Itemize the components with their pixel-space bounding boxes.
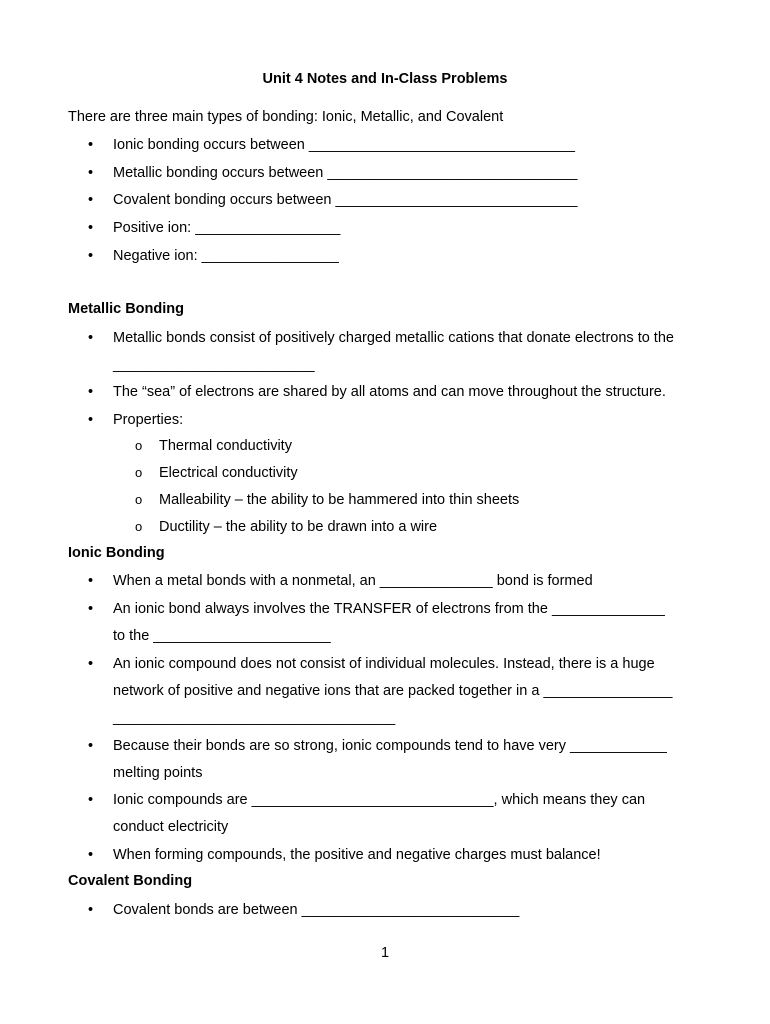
- list-item-text: Properties:: [113, 412, 184, 428]
- bullet-icon: •: [88, 137, 94, 153]
- list-item-text: The “sea” of electrons are shared by all atoms and can move throughout the structure.: [113, 384, 666, 400]
- list-item-text: Metallic bonding occurs between _______________________________: [113, 165, 578, 181]
- list-item-text: Negative ion: _________________: [113, 248, 339, 264]
- section-heading-ionic: Ionic Bonding: [68, 545, 165, 561]
- sub-bullet-icon: o: [135, 519, 143, 534]
- list-item-text: Because their bonds are so strong, ionic compounds tend to have very ____________: [113, 738, 667, 754]
- bullet-icon: •: [88, 792, 94, 808]
- sub-list-item-text: Electrical conductivity: [159, 465, 298, 481]
- list-item-text: Ionic bonding occurs between _________________________________: [113, 137, 575, 153]
- section-heading-metallic: Metallic Bonding: [68, 301, 184, 317]
- list-item-text: When a metal bonds with a nonmetal, an ______________ bond is formed: [113, 573, 593, 589]
- bullet-icon: •: [88, 384, 94, 400]
- list-item-continuation: _________________________: [113, 357, 315, 373]
- sub-list-item-text: Malleability – the ability to be hammered into thin sheets: [159, 492, 520, 508]
- list-item-text: Metallic bonds consist of positively charged metallic cations that donate electrons to the: [113, 330, 674, 346]
- sub-bullet-icon: o: [135, 465, 143, 480]
- sub-bullet-icon: o: [135, 492, 143, 507]
- intro-text: There are three main types of bonding: Ionic, Metallic, and Covalent: [68, 109, 504, 125]
- page-title: Unit 4 Notes and In-Class Problems: [262, 71, 508, 87]
- bullet-icon: •: [88, 192, 94, 208]
- bullet-icon: •: [88, 847, 94, 863]
- section-heading-covalent: Covalent Bonding: [68, 873, 193, 889]
- bullet-icon: •: [88, 738, 94, 754]
- list-item-text: When forming compounds, the positive and negative charges must balance!: [113, 847, 601, 863]
- list-item-text: Covalent bonding occurs between ______________________________: [113, 192, 578, 208]
- bullet-icon: •: [88, 601, 94, 617]
- bullet-icon: •: [88, 902, 94, 918]
- list-item-continuation: to the ______________________: [113, 628, 331, 644]
- bullet-icon: •: [88, 165, 94, 181]
- list-item-continuation: network of positive and negative ions that are packed together in a ________________: [113, 683, 673, 699]
- list-item-text: Positive ion: __________________: [113, 220, 341, 236]
- list-item-continuation: conduct electricity: [113, 819, 229, 835]
- bullet-icon: •: [88, 248, 94, 264]
- sub-list-item-text: Thermal conductivity: [159, 438, 292, 454]
- bullet-icon: •: [88, 573, 94, 589]
- bullet-icon: •: [88, 220, 94, 236]
- list-item-continuation: ___________________________________: [113, 710, 396, 726]
- list-item-text: An ionic compound does not consist of individual molecules. Instead, there is a huge: [113, 656, 655, 672]
- list-item-text: Covalent bonds are between ___________________________: [113, 902, 520, 918]
- sub-list-item-text: Ductility – the ability to be drawn into a wire: [159, 519, 438, 535]
- bullet-icon: •: [88, 656, 94, 672]
- list-item-text: An ionic bond always involves the TRANSFER of electrons from the ______________: [113, 601, 665, 617]
- list-item-continuation: melting points: [113, 765, 203, 781]
- bullet-icon: •: [88, 412, 94, 428]
- page-number: 1: [380, 945, 390, 961]
- list-item-text: Ionic compounds are ______________________________, which means they can: [113, 792, 646, 808]
- bullet-icon: •: [88, 330, 94, 346]
- sub-bullet-icon: o: [135, 438, 143, 453]
